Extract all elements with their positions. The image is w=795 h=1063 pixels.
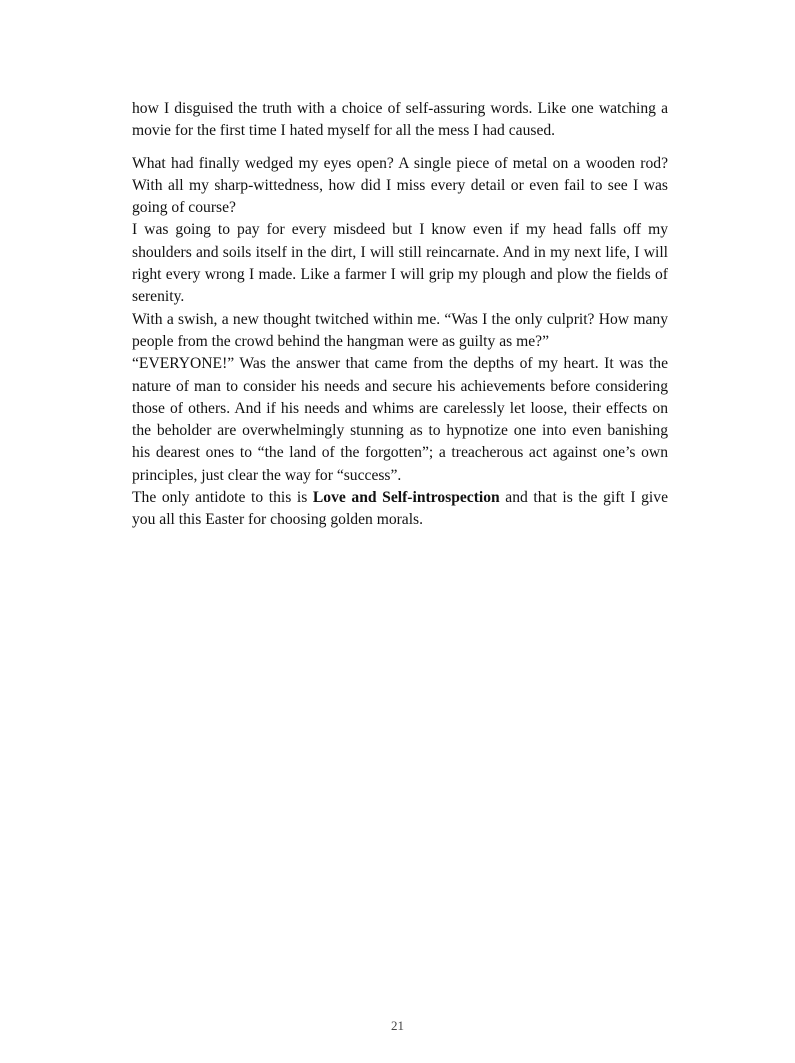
- closing-bold-phrase: Love and Self-introspection: [312, 489, 500, 507]
- paragraph-1: how I disguised the truth with a choice of self-assuring words. Like one watching a movie for the first time I hated myself for all the mess I had caused.: [132, 100, 668, 140]
- paragraph-4: With a swish, a new thought twitched within me. “Was I the only culprit? How many people from the crowd behind the hangman were as guilty as me?”: [132, 310, 668, 350]
- closing-text-before: The only antidote to this is: [132, 489, 313, 507]
- paragraph-2: What had finally wedged my eyes open? A single piece of metal on a wooden rod? With all my sharp-wittedness, how did I miss every detail or even fail to see I was going of course?: [132, 154, 668, 217]
- closing-text-after: and that is the gift I give you all this Easter for choosing golden morals.: [132, 489, 668, 529]
- paragraph-3: I was going to pay for every misdeed but I know even if my head falls off my shoulders and soils itself in the dirt, I will still reincarnate. And in my next life, I will right every wrong I made. Like a farmer I will grip my plough and plow the fields of serenity.: [132, 221, 668, 306]
- paragraph-5: “EVERYONE!” Was the answer that came from the depths of my heart. It was the nature of man to consider his needs and secure his achievements before considering those of others. And if his needs and whims are carelessly let loose, their effects on the beholder are overwhelmingly stunning as to hypnotize one into even banishing his dearest ones to “the land of the forgotten”; a treacherous act against one’s own principles, just clear the way for “success”.: [132, 355, 668, 484]
- page-body: [132, 98, 668, 532]
- page-number: 21: [391, 1018, 404, 1033]
- closing-paragraph: [132, 487, 668, 532]
